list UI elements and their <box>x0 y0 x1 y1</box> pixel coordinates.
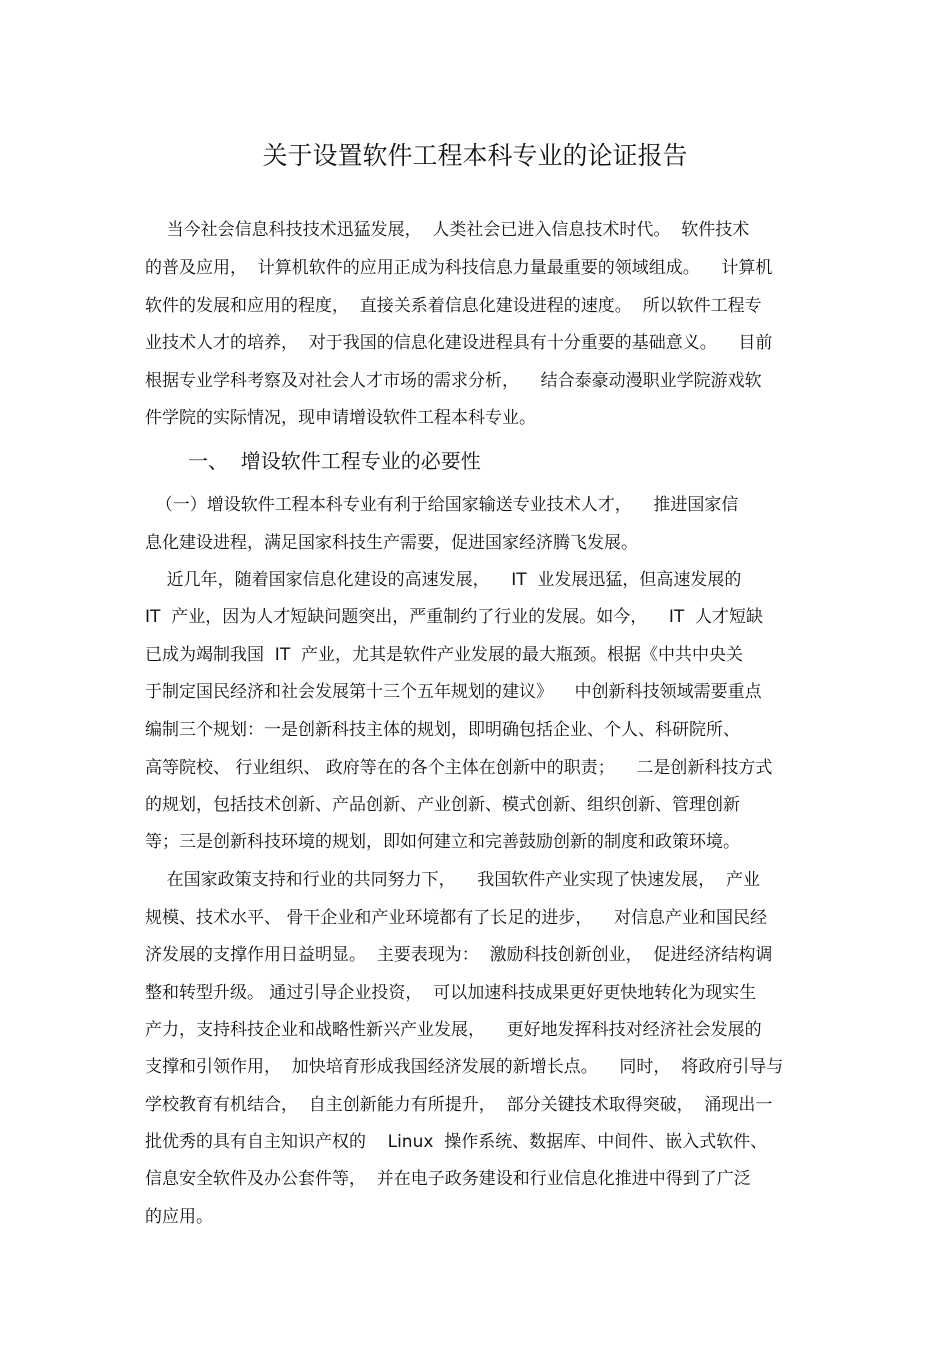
paragraph-line: 等；三是创新科技环境的规划，即如何建立和完善鼓励创新的制度和政策环境。 <box>145 832 740 852</box>
paragraph-line: 信息安全软件及办公套件等， 并在电子政务建设和行业信息化推进中得到了广泛 <box>145 1169 751 1189</box>
paragraph-line: 当今社会信息科技技术迅猛发展， 人类社会已进入信息技术时代。 软件技术 <box>145 220 750 240</box>
paragraph-line: 近几年，随着国家信息化建设的高速发展， IT 业发展迅猛，但高速发展的 <box>145 570 742 590</box>
paragraph-line: 高等院校、 行业组织、 政府等在的各个主体在创新中的职责； 二是创新科技方式 <box>145 758 773 778</box>
paragraph-line: 规模、技术水平、 骨干企业和产业环境都有了长足的进步， 对信息产业和国民经 <box>145 908 768 928</box>
paragraph-line: 根据专业学科考察及对社会人才市场的需求分析， 结合泰豪动漫职业学院游戏软 <box>145 371 762 391</box>
paragraph-line: 已成为竭制我国 IT 产业，尤其是软件产业发展的最大瓶颈。根据《中共中央关 <box>145 645 744 665</box>
paragraph-line: IT 产业，因为人才短缺问题突出，严重制约了行业的发展。如今， IT 人才短缺 <box>145 607 764 627</box>
paragraph-line: 支撑和引领作用， 加快培育形成我国经济发展的新增长点。 同时， 将政府引导与 <box>145 1057 784 1077</box>
paragraph-line: 息化建设进程，满足国家科技生产需要，促进国家经济腾飞发展。 <box>145 533 638 553</box>
paragraph-line: 编制三个规划：一是创新科技主体的规划，即明确包括企业、个人、科研院所、 <box>145 720 740 740</box>
paragraph-line: 业技术人才的培养， 对于我国的信息化建设进程具有十分重要的基础意义。 目前 <box>145 333 773 353</box>
paragraph-line: 的规划，包括技术创新、产品创新、产业创新、模式创新、组织创新、管理创新 <box>145 795 740 815</box>
paragraph-line: 整和转型升级。 通过引导企业投资， 可以加速科技成果更好更快地转化为现实生 <box>145 983 757 1003</box>
paragraph-line: 产力，支持科技企业和战略性新兴产业发展， 更好地发挥科技对经济社会发展的 <box>145 1020 762 1040</box>
document-title: 关于设置软件工程本科专业的论证报告 <box>262 141 688 170</box>
paragraph-line: 济发展的支撑作用日益明显。 主要表现为： 激励科技创新创业， 促进经济结构调 <box>145 945 773 965</box>
paragraph-line: 于制定国民经济和社会发展第十三个五年规划的建议》 中创新科技领域需要重点 <box>145 682 762 702</box>
section-heading: 一、 增设软件工程专业的必要性 <box>188 449 481 473</box>
paragraph-line: （一）增设软件工程本科专业有利于给国家输送专业技术人才， 推进国家信 <box>145 495 739 515</box>
paragraph-line: 的应用。 <box>145 1207 213 1227</box>
paragraph-line: 批优秀的具有自主知识产权的 Linux 操作系统、数据库、中间件、嵌入式软件、 <box>145 1132 768 1152</box>
paragraph-line: 件学院的实际情况，现申请增设软件工程本科专业。 <box>145 408 536 428</box>
paragraph-line: 学校教育有机结合， 自主创新能力有所提升， 部分关键技术取得突破， 涌现出一 <box>145 1095 773 1115</box>
paragraph-line: 软件的发展和应用的程度， 直接关系着信息化建设进程的速度。 所以软件工程专 <box>145 296 762 316</box>
paragraph-line: 在国家政策支持和行业的共同努力下， 我国软件产业实现了快速发展， 产业 <box>145 870 761 890</box>
paragraph-line: 的普及应用， 计算机软件的应用正成为科技信息力量最重要的领域组成。 计算机 <box>145 258 773 278</box>
